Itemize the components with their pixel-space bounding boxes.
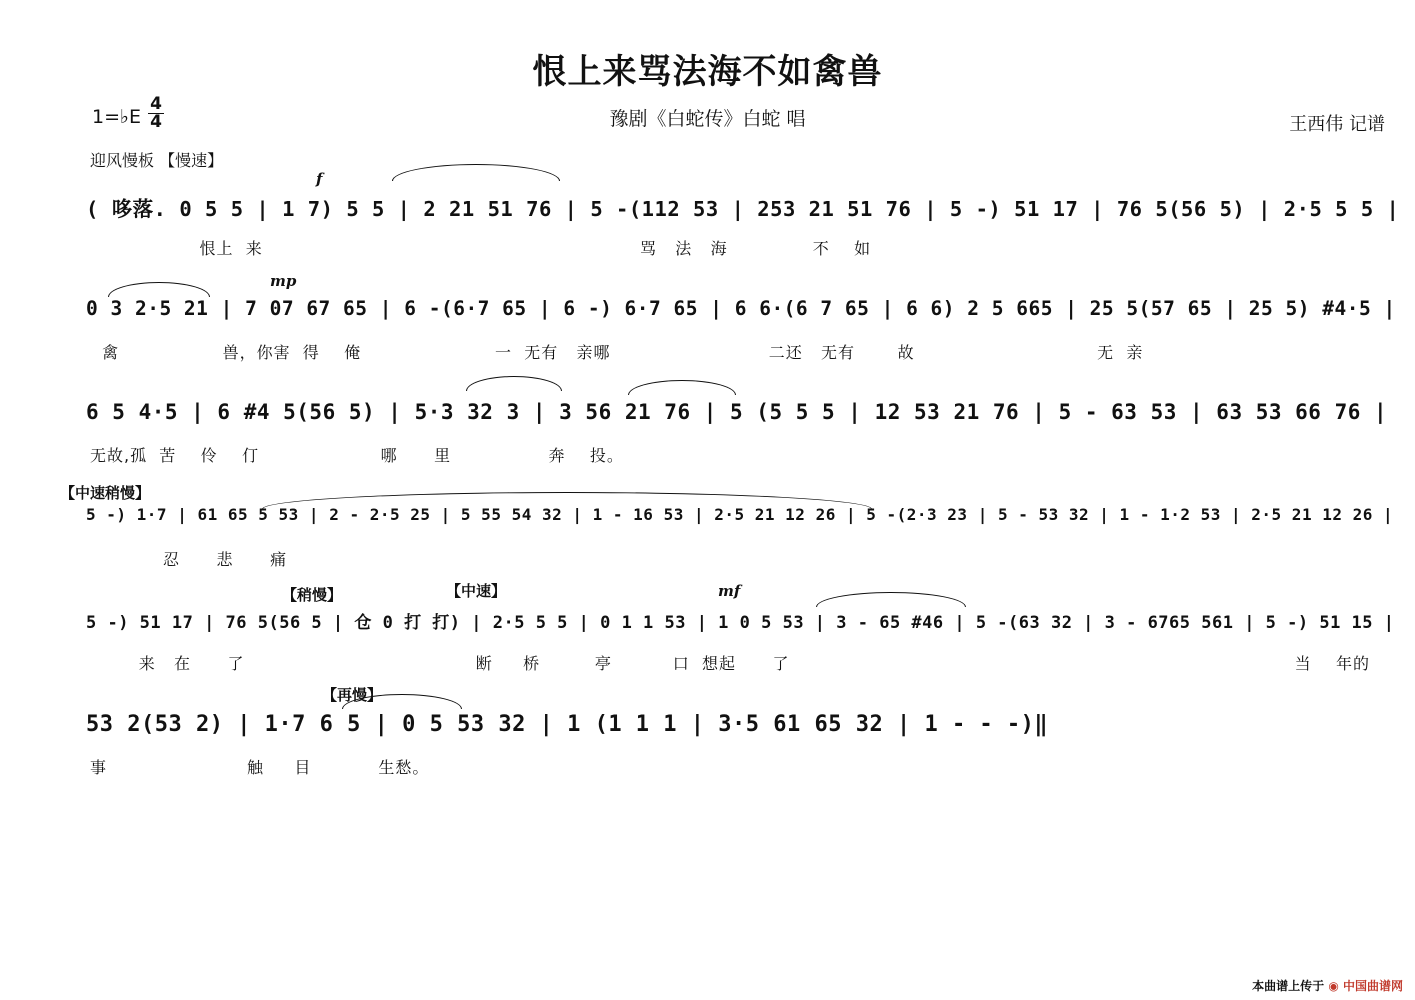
site-logo-icon: ◉: [1328, 979, 1339, 993]
lyrics-line-6: 事 触 目 生愁。: [90, 758, 430, 777]
slur: [816, 592, 966, 607]
slur: [108, 282, 210, 297]
lyrics-line-4: 忍 悲 痛: [90, 550, 288, 569]
dynamic-f: f: [316, 170, 323, 188]
transcriber: 王西伟 记谱: [1289, 114, 1385, 135]
lyrics-line-5: 来 在 了 断 桥 亭 口 想起 了 当 年的: [90, 654, 1370, 673]
slur: [628, 380, 736, 395]
slur: [466, 376, 562, 391]
notation-line-1: ( 哆落. 0 5 5 | 1 7) 5 5 | 2 21 51 76 | 5 -(112 53 | 253 21 51 76 | 5 -) 51 17 | 76 5(56 5) | 2·5 5 5 |: [86, 197, 1400, 221]
notation-line-5: 5 -) 51 17 | 76 5(56 5 | 仓 0 打 打) | 2·5 5 5 | 0 1 1 53 | 1 0 5 53 | 3 - 65 #46 | 5 -(63 32 | 3 - 6765 561 | 5 -) 51 15 |: [86, 613, 1395, 633]
key-signature: 1=♭E: [92, 106, 141, 128]
notation-line-2: 0 3 2·5 21 | 7 07 67 65 | 6 -(6·7 65 | 6 -) 6·7 65 | 6 6·(6 7 65 | 6 6) 2 5 665 | 25 5(57 65 | 25 5) #4·5 |: [86, 297, 1396, 320]
footer-upload: 本曲谱上传于: [1252, 979, 1325, 993]
tempo-mid: 【中速】: [446, 582, 507, 600]
dynamic-mf: mf: [718, 582, 741, 600]
notation-line-6: 53 2(53 2) | 1·7 6 5 | 0 5 53 32 | 1 (1 1 1 | 3·5 61 65 32 | 1 - - -)‖: [86, 712, 1049, 737]
tempo-mid-slow: 【中速稍慢】: [60, 484, 151, 502]
tempo-slower: 【再慢】: [322, 686, 383, 704]
notation-line-4: 5 -) 1·7 | 61 65 5 53 | 2 - 2·5 25 | 5 55 54 32 | 1 - 16 53 | 2·5 21 12 26 | 5 -(2·3 23 | 5 - 53 32 | 1 - 1·2 53 | 2·5 21 12 26 |: [86, 505, 1394, 524]
dynamic-mp: mp: [270, 272, 297, 290]
subtitle: 豫剧《白蛇传》白蛇 唱: [609, 108, 806, 130]
footer-site[interactable]: 中国曲谱网: [1342, 979, 1403, 993]
time-signature: [148, 96, 164, 131]
lyrics-line-2: 禽 兽，你害 得 俺 一 无有 亲哪 二还 无有 故 无 亲: [90, 343, 1144, 362]
time-top: 4: [150, 94, 162, 114]
time-bottom: 4: [148, 113, 164, 131]
slur: [392, 164, 560, 181]
lyrics-line-3: 无故,孤 苦 伶 仃 哪 里 奔 投。: [90, 446, 624, 465]
tempo-marking: 迎风慢板 【慢速】: [90, 151, 224, 170]
page-title: 恨上来骂法海不如禽兽: [532, 52, 883, 92]
lyrics-line-1: 恨上 来 骂 法 海 不 如: [90, 239, 872, 258]
tempo-slightly-slow: 【稍慢】: [282, 586, 343, 604]
notation-line-3: 6 5 4·5 | 6 #4 5(56 5) | 5·3 32 3 | 3 56 21 76 | 5 (5 5 5 | 12 53 21 76 | 5 - 63 53 | 63 53 66 76 |: [86, 400, 1388, 424]
footer: [1252, 977, 1403, 994]
